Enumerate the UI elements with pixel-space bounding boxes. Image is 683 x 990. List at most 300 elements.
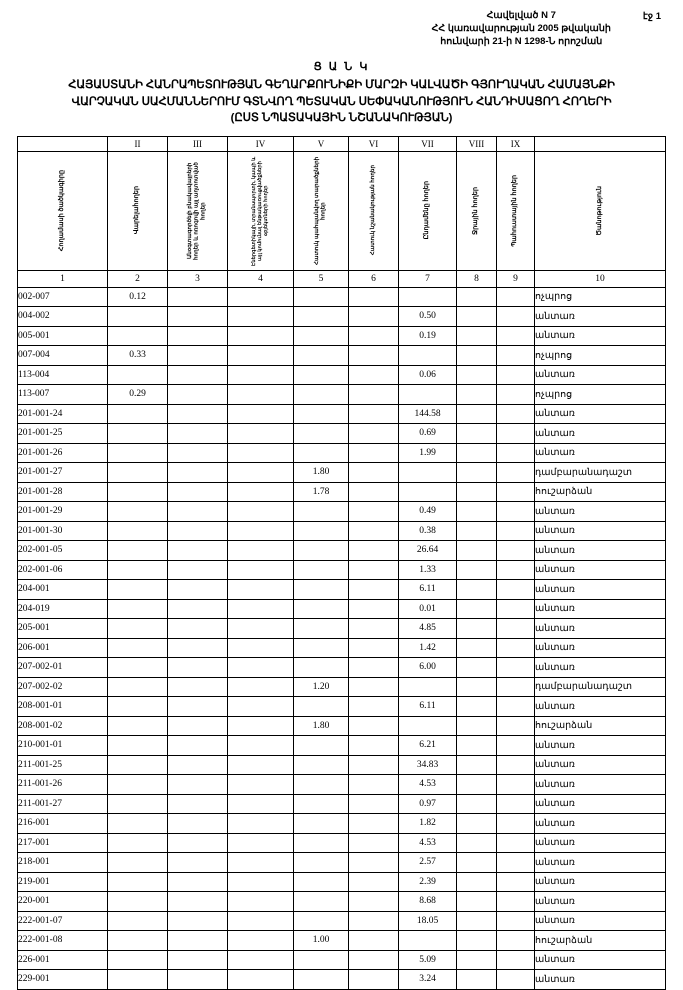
cell-special [349, 541, 399, 561]
cell-protected: 1.78 [294, 482, 349, 502]
cell-arable [108, 599, 168, 619]
col-header-water [457, 151, 497, 270]
cell-arable [108, 638, 168, 658]
cell-infrastructure [228, 424, 294, 444]
cell-special [349, 755, 399, 775]
cell-unusable [168, 794, 228, 814]
cell-code: 216-001 [18, 814, 108, 834]
cell-note: անտառ [535, 833, 666, 853]
col-header-arable-label: Վարելահողեր [133, 186, 141, 235]
cell-water [457, 463, 497, 483]
cell-infrastructure [228, 736, 294, 756]
cell-note: անտառ [535, 814, 666, 834]
table-row [18, 892, 666, 912]
cell-arable [108, 619, 168, 639]
cell-arable [108, 911, 168, 931]
cell-note: ոչպրոց [535, 385, 666, 405]
cell-special [349, 950, 399, 970]
cell-special [349, 385, 399, 405]
cell-unusable [168, 775, 228, 795]
cell-infrastructure [228, 658, 294, 678]
cell-water [457, 775, 497, 795]
cell-arable [108, 502, 168, 522]
cell-unusable [168, 658, 228, 678]
cell-protected [294, 911, 349, 931]
table-row [18, 404, 666, 424]
col-header-special-label: Հատուկ նշանակության հողեր [370, 165, 377, 256]
cell-special [349, 658, 399, 678]
cell-special [349, 443, 399, 463]
cell-special [349, 346, 399, 366]
table-row [18, 833, 666, 853]
cell-total: 0.69 [399, 424, 457, 444]
cell-code: 208-001-02 [18, 716, 108, 736]
cell-arable [108, 521, 168, 541]
cell-note: անտառ [535, 853, 666, 873]
roman-cell-3: III [168, 136, 228, 151]
cell-code: 201-001-28 [18, 482, 108, 502]
cell-infrastructure [228, 560, 294, 580]
cell-protected [294, 775, 349, 795]
table-row [18, 970, 666, 990]
col-header-protected [294, 151, 349, 270]
cell-special [349, 931, 399, 951]
roman-cell-1 [18, 136, 108, 151]
cell-water [457, 307, 497, 327]
colnum-10: 10 [535, 270, 666, 287]
cell-protected [294, 385, 349, 405]
cell-infrastructure [228, 404, 294, 424]
table-row [18, 502, 666, 522]
cell-water [457, 521, 497, 541]
cell-special [349, 482, 399, 502]
table-head [18, 136, 666, 287]
cell-code: 207-002-01 [18, 658, 108, 678]
cell-unusable [168, 872, 228, 892]
cell-infrastructure [228, 599, 294, 619]
cell-reserve [497, 599, 535, 619]
cell-water [457, 287, 497, 307]
cell-note: անտառ [535, 638, 666, 658]
cell-arable [108, 853, 168, 873]
cell-infrastructure [228, 716, 294, 736]
cell-unusable [168, 697, 228, 717]
cell-unusable [168, 892, 228, 912]
cell-arable: 0.33 [108, 346, 168, 366]
cell-unusable [168, 638, 228, 658]
colnum-4: 4 [228, 270, 294, 287]
table-row [18, 658, 666, 678]
cell-protected [294, 658, 349, 678]
cell-total: 0.97 [399, 794, 457, 814]
cell-reserve [497, 619, 535, 639]
table-row [18, 775, 666, 795]
cell-water [457, 658, 497, 678]
cell-infrastructure [228, 346, 294, 366]
cell-special [349, 833, 399, 853]
cell-water [457, 911, 497, 931]
cell-water [457, 599, 497, 619]
cell-arable [108, 872, 168, 892]
cell-total: 4.53 [399, 833, 457, 853]
cell-unusable [168, 950, 228, 970]
table-row [18, 521, 666, 541]
table-body [18, 287, 666, 989]
cell-reserve [497, 853, 535, 873]
col-header-code-label: Հողամասի ծածկագիրը [58, 169, 66, 252]
cell-unusable [168, 580, 228, 600]
col-header-code [18, 151, 108, 270]
colnum-7: 7 [399, 270, 457, 287]
cell-note: անտառ [535, 307, 666, 327]
cell-reserve [497, 872, 535, 892]
cell-infrastructure [228, 697, 294, 717]
cell-arable [108, 736, 168, 756]
cell-code: 204-019 [18, 599, 108, 619]
cell-code: 202-001-06 [18, 560, 108, 580]
cell-total: 0.06 [399, 365, 457, 385]
cell-note: անտառ [535, 697, 666, 717]
cell-unusable [168, 385, 228, 405]
cell-infrastructure [228, 814, 294, 834]
cell-unusable [168, 599, 228, 619]
cell-code: 007-004 [18, 346, 108, 366]
cell-note: հուշարձան [535, 716, 666, 736]
cell-note: հուշարձան [535, 931, 666, 951]
cell-infrastructure [228, 970, 294, 990]
cell-total: 6.21 [399, 736, 457, 756]
cell-arable [108, 404, 168, 424]
cell-reserve [497, 560, 535, 580]
cell-infrastructure [228, 950, 294, 970]
cell-note: անտառ [535, 404, 666, 424]
cell-code: 201-001-27 [18, 463, 108, 483]
subtitle-line-1: ՀԱՅԱՍՏԱՆԻ ՀԱՆՐԱՊԵՏՈՒԹՅԱՆ ԳԵՂԱՐՔՈՒՆԻՔԻ ՄԱՐԶԻ ԿԱԼՎԱԾԻ ԳՅՈՒՂԱԿԱՆ ՀԱՄԱՅՆՔԻ [68, 79, 615, 92]
cell-protected [294, 443, 349, 463]
cell-reserve [497, 482, 535, 502]
cell-arable [108, 892, 168, 912]
cell-reserve [497, 658, 535, 678]
table-row [18, 755, 666, 775]
cell-unusable [168, 560, 228, 580]
cell-water [457, 697, 497, 717]
cell-total: 144.58 [399, 404, 457, 424]
table-row [18, 872, 666, 892]
table-row [18, 482, 666, 502]
cell-code: 211-001-26 [18, 775, 108, 795]
page-title: Ց Ա Ն Կ [313, 61, 370, 74]
col-header-water-label: Ջրային հողեր [472, 186, 480, 235]
cell-arable [108, 814, 168, 834]
cell-special [349, 599, 399, 619]
table-row [18, 541, 666, 561]
cell-infrastructure [228, 287, 294, 307]
cell-note: անտառ [535, 502, 666, 522]
cell-protected [294, 580, 349, 600]
cell-total: 26.64 [399, 541, 457, 561]
table-row [18, 638, 666, 658]
cell-total: 4.85 [399, 619, 457, 639]
cell-note: անտառ [535, 892, 666, 912]
col-header-note-label: Ծանոթություն [595, 185, 603, 236]
cell-total: 0.38 [399, 521, 457, 541]
cell-unusable [168, 853, 228, 873]
cell-total: 8.68 [399, 892, 457, 912]
roman-cell-7: VII [399, 136, 457, 151]
cell-code: 205-001 [18, 619, 108, 639]
cell-infrastructure [228, 443, 294, 463]
cell-reserve [497, 755, 535, 775]
col-header-special [349, 151, 399, 270]
cell-infrastructure [228, 853, 294, 873]
roman-cell-4: IV [228, 136, 294, 151]
cell-arable [108, 541, 168, 561]
col-header-total [399, 151, 457, 270]
cell-reserve [497, 404, 535, 424]
cell-special [349, 970, 399, 990]
cell-note: անտառ [535, 970, 666, 990]
cell-unusable [168, 736, 228, 756]
roman-cell-6: VI [349, 136, 399, 151]
cell-water [457, 638, 497, 658]
cell-protected [294, 404, 349, 424]
cell-special [349, 502, 399, 522]
cell-code: 005-001 [18, 326, 108, 346]
cell-special [349, 911, 399, 931]
cell-code: 204-001 [18, 580, 108, 600]
cell-code: 202-001-05 [18, 541, 108, 561]
appendix-line-3: հունվարի 21-ի N 1298-Ն որոշման [440, 35, 603, 47]
cell-arable [108, 950, 168, 970]
cell-code: 211-001-25 [18, 755, 108, 775]
cell-special [349, 677, 399, 697]
cell-total: 6.00 [399, 658, 457, 678]
cell-note: անտառ [535, 736, 666, 756]
cell-unusable [168, 424, 228, 444]
cell-unusable [168, 307, 228, 327]
cell-code: 113-007 [18, 385, 108, 405]
cell-total [399, 463, 457, 483]
cell-arable [108, 697, 168, 717]
cell-water [457, 404, 497, 424]
cell-reserve [497, 638, 535, 658]
cell-infrastructure [228, 365, 294, 385]
cell-note: անտառ [535, 911, 666, 931]
cell-unusable [168, 970, 228, 990]
cell-reserve [497, 463, 535, 483]
cell-code: 201-001-24 [18, 404, 108, 424]
cell-protected [294, 424, 349, 444]
col-header-note [535, 151, 666, 270]
cell-protected [294, 736, 349, 756]
appendix-line-2: ՀՀ կառավարության 2005 թվականի [431, 22, 611, 34]
cell-infrastructure [228, 794, 294, 814]
cell-total [399, 287, 457, 307]
cell-protected [294, 970, 349, 990]
cell-protected [294, 872, 349, 892]
cell-note: դամբարանադաշտ [535, 677, 666, 697]
table-row [18, 599, 666, 619]
cell-unusable [168, 541, 228, 561]
table-row [18, 911, 666, 931]
cell-reserve [497, 794, 535, 814]
cell-special [349, 287, 399, 307]
cell-water [457, 424, 497, 444]
cell-arable [108, 307, 168, 327]
cell-reserve [497, 385, 535, 405]
cell-infrastructure [228, 775, 294, 795]
cell-total: 3.24 [399, 970, 457, 990]
cell-note: անտառ [535, 599, 666, 619]
cell-special [349, 365, 399, 385]
cell-total [399, 385, 457, 405]
colnum-5: 5 [294, 270, 349, 287]
cell-water [457, 755, 497, 775]
cell-code: 201-001-25 [18, 424, 108, 444]
cell-infrastructure [228, 755, 294, 775]
cell-total: 18.05 [399, 911, 457, 931]
cell-code: 218-001 [18, 853, 108, 873]
cell-reserve [497, 931, 535, 951]
cell-note: ոչպրոց [535, 346, 666, 366]
cell-infrastructure [228, 833, 294, 853]
colnum-9: 9 [497, 270, 535, 287]
cell-total: 1.82 [399, 814, 457, 834]
cell-infrastructure [228, 619, 294, 639]
cell-arable [108, 970, 168, 990]
cell-note: դամբարանադաշտ [535, 463, 666, 483]
cell-total: 0.19 [399, 326, 457, 346]
cell-protected: 1.20 [294, 677, 349, 697]
cell-total: 1.42 [399, 638, 457, 658]
cell-total: 6.11 [399, 697, 457, 717]
cell-protected [294, 521, 349, 541]
cell-note: հուշարձան [535, 482, 666, 502]
cell-arable [108, 443, 168, 463]
cell-water [457, 365, 497, 385]
cell-reserve [497, 326, 535, 346]
cell-code: 201-001-30 [18, 521, 108, 541]
col-header-reserve-label: Պահուստային հողեր [511, 174, 519, 247]
cell-protected [294, 326, 349, 346]
cell-infrastructure [228, 931, 294, 951]
cell-water [457, 502, 497, 522]
cell-total: 6.11 [399, 580, 457, 600]
cell-note: անտառ [535, 560, 666, 580]
subtitle-line-2: ՎԱՐՉԱԿԱՆ ՍԱՀՄԱՆՆԵՐՈՒՄ ԳՏՆՎՈՂ ՊԵՏԱԿԱՆ ՍԵՓԱԿԱՆՈՒԹՅՈՒՆ ՀԱՆԴԻՍԱՑՈՂ ՀՈՂԵՐԻ [71, 95, 612, 108]
cell-unusable [168, 404, 228, 424]
cell-total: 2.39 [399, 872, 457, 892]
cell-unusable [168, 755, 228, 775]
cell-protected [294, 560, 349, 580]
cell-arable [108, 365, 168, 385]
roman-cell-2: II [108, 136, 168, 151]
roman-cell-10 [535, 136, 666, 151]
cell-water [457, 385, 497, 405]
cell-protected [294, 365, 349, 385]
table-row [18, 697, 666, 717]
cell-total: 1.99 [399, 443, 457, 463]
table-row [18, 307, 666, 327]
cell-code: 229-001 [18, 970, 108, 990]
cell-arable [108, 326, 168, 346]
table-row [18, 580, 666, 600]
cell-total: 5.09 [399, 950, 457, 970]
cell-arable: 0.29 [108, 385, 168, 405]
cell-special [349, 404, 399, 424]
cell-code: 222-001-07 [18, 911, 108, 931]
cell-water [457, 853, 497, 873]
cell-water [457, 950, 497, 970]
cell-infrastructure [228, 463, 294, 483]
cell-note: անտառ [535, 794, 666, 814]
cell-reserve [497, 970, 535, 990]
cell-water [457, 541, 497, 561]
cell-protected [294, 307, 349, 327]
cell-arable [108, 833, 168, 853]
cell-unusable [168, 502, 228, 522]
cell-note: անտառ [535, 521, 666, 541]
cell-protected [294, 619, 349, 639]
cell-unusable [168, 619, 228, 639]
cell-unusable [168, 346, 228, 366]
table-row [18, 424, 666, 444]
cell-reserve [497, 502, 535, 522]
cell-total: 2.57 [399, 853, 457, 873]
cell-special [349, 794, 399, 814]
cell-special [349, 326, 399, 346]
table-row [18, 365, 666, 385]
col-header-unusable-label: Անօգտագործելի բնակավայրերի հողեր և ոռոգովի այլ աղտոտված հողեր [187, 161, 207, 260]
cell-arable [108, 775, 168, 795]
cell-arable [108, 794, 168, 814]
cell-arable [108, 931, 168, 951]
cell-infrastructure [228, 580, 294, 600]
table-row [18, 677, 666, 697]
cell-reserve [497, 580, 535, 600]
cell-reserve [497, 677, 535, 697]
cell-special [349, 424, 399, 444]
column-header-row [18, 151, 666, 270]
cell-unusable [168, 716, 228, 736]
cell-protected [294, 814, 349, 834]
cell-infrastructure [228, 502, 294, 522]
cell-reserve [497, 833, 535, 853]
appendix-line-1: Հավելված N 7 [486, 10, 556, 21]
cell-code: 201-001-29 [18, 502, 108, 522]
cell-total [399, 677, 457, 697]
cell-water [457, 580, 497, 600]
cell-water [457, 736, 497, 756]
cell-reserve [497, 443, 535, 463]
cell-infrastructure [228, 541, 294, 561]
cell-infrastructure [228, 892, 294, 912]
cell-protected [294, 541, 349, 561]
cell-reserve [497, 365, 535, 385]
cell-infrastructure [228, 638, 294, 658]
cell-infrastructure [228, 482, 294, 502]
cell-arable: 0.12 [108, 287, 168, 307]
cell-water [457, 716, 497, 736]
cell-code: 220-001 [18, 892, 108, 912]
cell-unusable [168, 521, 228, 541]
cell-unusable [168, 365, 228, 385]
table-row [18, 950, 666, 970]
cell-reserve [497, 814, 535, 834]
cell-total: 4.53 [399, 775, 457, 795]
cell-code: 217-001 [18, 833, 108, 853]
table-row [18, 931, 666, 951]
